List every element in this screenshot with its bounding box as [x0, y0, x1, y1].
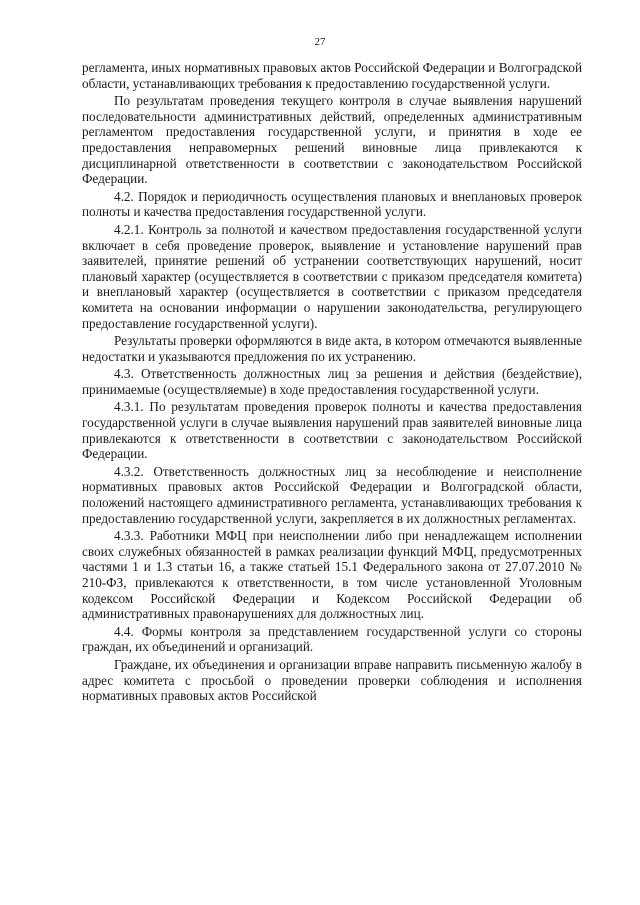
paragraph-inspection-results: Результаты проверки оформляются в виде акта, в котором отмечаются выявленные недостатки и указываются предложения по их устранению. [82, 333, 582, 364]
paragraph-continuation: регламента, иных нормативных правовых актов Российской Федерации и Волгоградской области, устанавливающих требования к предоставлению государственной услуги. [82, 60, 582, 91]
paragraph-4-2-1: 4.2.1. Контроль за полнотой и качеством предоставления государственной услуги включает в себя проведение проверок, выявление и установление нарушений прав заявителей, принятие решений об устранении соответствующих нарушений, носит плановый характер (осуществляется в соответствии с приказом председателя комитета) и внеплановый характер (осуществляется в соответствии с приказом председателя комитета на основании информации о нарушении законодательства, регулирующего предоставление государственной услуги). [82, 221, 582, 331]
paragraph-4-3-2: 4.3.2. Ответственность должностных лиц за несоблюдение и неисполнение нормативных правовых актов Российской Федерации и Волгоградской области, положений настоящего административного регламента, устанавливающих требования к предоставлению государственной услуги, закрепляется в их должностных регламентах. [82, 463, 582, 526]
paragraph-4-3-1: 4.3.1. По результатам проведения проверок полноты и качества предоставления государственной услуги в случае выявления нарушений прав заявителей виновные лица привлекаются к ответственности в соответствии с законодательством Российской Федерации. [82, 399, 582, 462]
paragraph-4-2: 4.2. Порядок и периодичность осуществления плановых и внеплановых проверок полноты и качества предоставления государственной услуги. [82, 188, 582, 220]
document-body [82, 60, 582, 706]
paragraph-4-3-3: 4.3.3. Работники МФЦ при неисполнении либо при ненадлежащем исполнении своих служебных обязанностей в рамках реализации функций МФЦ, предусмотренных частями 1 и 1.3 статьи 16, а также статьей 15.1 Федерального закона от 27.07.2010 № 210-ФЗ, привлекаются к ответственности, в том числе установленной Уголовным кодексом Российской Федерации и Кодексом Российской Федерации об административных правонарушениях для должностных лиц. [82, 528, 582, 622]
paragraph-4-3: 4.3. Ответственность должностных лиц за решения и действия (бездействие), принимаемые (осуществляемые) в ходе предоставления государственной услуги. [82, 366, 582, 397]
paragraph-citizens: Граждане, их объединения и организации вправе направить письменную жалобу в адрес комитета с просьбой о проведении проверки соблюдения и исполнения нормативных правовых актов Российской [82, 656, 582, 704]
paragraph-4-4: 4.4. Формы контроля за представлением государственной услуги со стороны граждан, их объединений и организаций. [82, 623, 582, 655]
page-number: 27 [314, 36, 326, 48]
paragraph-control-results: По результатам проведения текущего контроля в случае выявления нарушений последовательности административных действий, определенных административным регламентом предоставления государственной услуги, и принятия в ходе ее предоставления неправомерных решений виновные лица привлекаются к дисциплинарной ответственности в соответствии с законодательством Российской Федерации. [82, 93, 582, 187]
